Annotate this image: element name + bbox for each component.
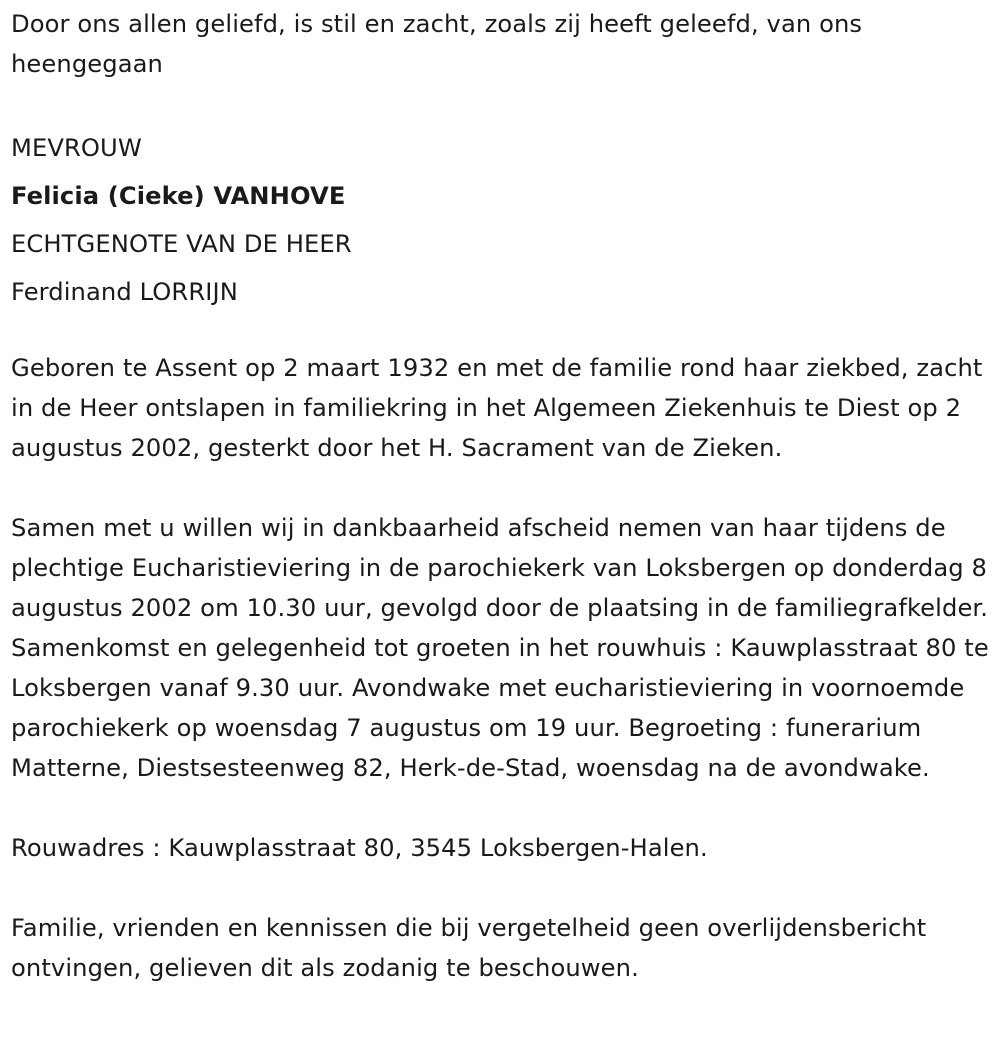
ceremony-paragraph: Samen met u willen wij in dankbaarheid afscheid nemen van haar tijdens de plechtige Eucharistieviering in de parochiekerk van Loksbergen op donderdag 8 augustus 2002 om 10.30 uur, gevolgd door de plaatsing in de familiegrafkelder. Samenkomst en gelegenheid tot groeten in het rouwhuis : Kauwplasstraat 80 te Loksbergen vanaf 9.30 uur. Avondwake met eucharistieviering in voornoemde parochiekerk op woensdag 7 augustus om 19 uur. Begroeting : funerarium Matterne, Diestsesteenweg 82, Herk-de-Stad, woensdag na de avondwake. <box>11 514 989 782</box>
obituary-document <box>11 4 995 988</box>
salutation: MEVROUW <box>11 134 142 162</box>
deceased-name: Felicia (Cieke) VANHOVE <box>11 182 346 210</box>
address-paragraph: Rouwadres : Kauwplasstraat 80, 3545 Loksbergen-Halen. <box>11 834 708 862</box>
relation-line: ECHTGENOTE VAN DE HEER <box>11 230 352 258</box>
title-block <box>11 124 995 316</box>
intro-text: Door ons allen geliefd, is stil en zacht, zoals zij heeft geleefd, van ons heengegaan <box>11 10 863 78</box>
intro-block <box>11 4 995 84</box>
notice-paragraph: Familie, vrienden en kennissen die bij vergetelheid geen overlijdensbericht ontvingen, gelieven dit als zodanig te beschouwen. <box>11 914 927 982</box>
birth-death-paragraph: Geboren te Assent op 2 maart 1932 en met de familie rond haar ziekbed, zacht in de Heer ontslapen in familiekring in het Algemeen Ziekenhuis te Diest op 2 augustus 2002, gesterkt door het H. Sacrament van de Zieken. <box>11 354 983 462</box>
spouse-name: Ferdinand LORRIJN <box>11 278 238 306</box>
